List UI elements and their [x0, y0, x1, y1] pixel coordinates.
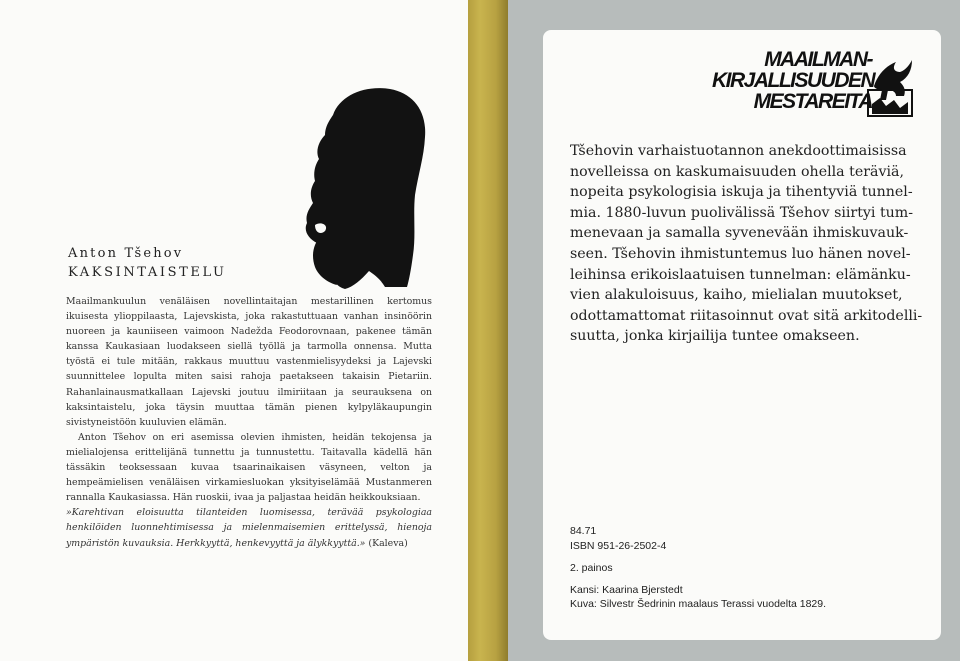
chekhov-silhouette-portrait [285, 75, 435, 295]
description-line: menevaan ja samalla syvenevään ihmiskuvauk- [570, 225, 909, 242]
griffin-emblem-icon [866, 56, 914, 118]
author-name: Anton Tšehov [68, 246, 184, 261]
blurb-paragraph [66, 430, 432, 551]
description-line: odottamattomat riitasoinnut ovat sitä arkitodelli- [570, 307, 923, 324]
series-line: MESTAREITA [753, 90, 872, 113]
description-line: novelleissa on kaskumaisuuden ohella teräviä, [570, 163, 904, 180]
description-line: suutta, jonka kirjailija tuntee omakseen. [570, 328, 860, 345]
edition: 2. painos [570, 562, 613, 574]
book-spine [468, 0, 508, 661]
description-line: seen. Tšehovin ihmistuntemus luo hänen novel- [570, 245, 911, 262]
series-logo-text [712, 48, 875, 113]
series-line: MAAILMAN- [764, 48, 872, 71]
description-line: Tšehovin varhaistuotannon anekdoottimaisissa [570, 143, 907, 159]
cover-designer: Kansi: Kaarina Bjerstedt [570, 584, 683, 596]
back-cover-description [570, 141, 923, 347]
description-line: nopeita psykologisia iskuja ja tihentyviä tunnel- [570, 184, 913, 201]
review-quote: »Karehtivan eloisuutta tilanteiden luomisessa, terävää psykologiaa henkilöiden luonnehtimisessa ja mielenmaisemien erittelyssä, hienoja ympäristön kuvauksia. Herkkyyttä, henkevyyttä ja älykkyyttä.» [66, 507, 432, 549]
blurb-paragraph-text: Anton Tšehov on eri asemissa olevien ihmisten, heidän tekojensa ja mielialojensa erittelijänä tunnettu ja tunnustettu. Taitavalla kädellä hän tässäkin teoksessaan kuvaa tsaarinaikaisen väsyneen, velton ja hempeämielisen venäläisen virkamiesluokan yksityiselämää Mustanmeren rannalla Kaukasiassa. Hän ruoskii, ivaa ja paljastaa heidän heikkouksiaan. [66, 431, 432, 504]
description-line: vien alakuloisuus, kaiho, mielialan muutokset, [570, 287, 903, 304]
book-blurb [66, 294, 432, 551]
cover-image-credit: Kuva: Silvestr Šedrinin maalaus Terassi vuodelta 1829. [570, 598, 827, 610]
review-source: (Kaleva) [368, 537, 408, 549]
inner-flap-page [0, 0, 468, 661]
book-title: KAKSINTAISTELU [68, 265, 227, 280]
blurb-paragraph: Maailmankuulun venäläisen novellintaitajan mestarillinen kertomus ikuisesta ylioppilaasta, Lajevskista, joka rakastuttuaan vanhan insinöörin nuoreen ja kauniiseen vaimoon Nadežda Feodorovnaan, pakenee tämän kanssa Kaukasiaan luodakseen siellä työllä ja tarmolla onnensa. Mutta työstä ei tule mitään, rakkaus muuttuu vastenmielisyydeksi ja Lajevski suunnittelee lopulta miten saisi rahoja paetakseen takaisin Pietariin. Rahanlainausmatkallaan Lajevski joutuu ilmiriitaan ja seurauksena on kaksintaistelu, joka täysin muuttaa tämän pienen kylpyläkaupungin sivistyneistöön kuuluvien elämän. [66, 296, 432, 428]
isbn: ISBN 951-26-2502-4 [570, 540, 667, 552]
description-line: leihinsa erikoislaatuisen tunnelman: elämänku- [570, 266, 911, 283]
description-line: mia. 1880-luvun puolivälissä Tšehov siirtyi tum- [570, 204, 914, 221]
classification-code: 84.71 [570, 525, 597, 537]
series-line: KIRJALLISUUDEN [712, 69, 875, 92]
